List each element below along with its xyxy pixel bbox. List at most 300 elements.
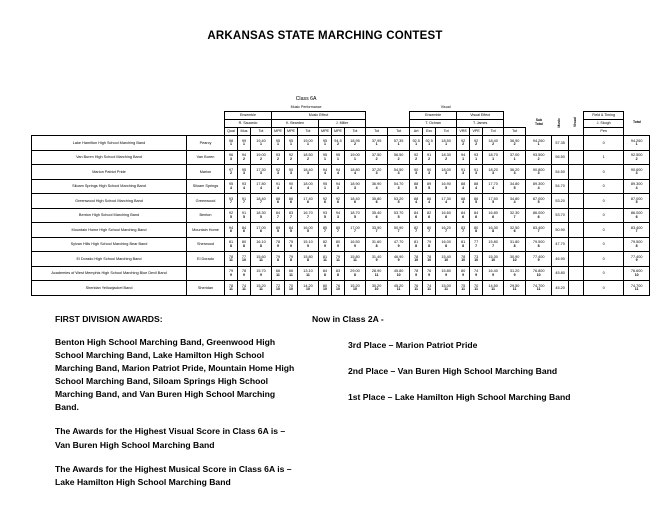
score-rank: 5 xyxy=(428,185,431,190)
score-value: 91 xyxy=(275,182,281,187)
score-rank: 2 xyxy=(492,142,495,147)
score-value: 78 xyxy=(241,269,247,274)
score-rank: 4 xyxy=(428,200,431,205)
score-cell xyxy=(285,179,298,194)
score-rank: 3 xyxy=(230,156,232,161)
score-rank: 7 xyxy=(375,229,378,234)
col-v-ens-tot: Tot xyxy=(436,128,457,136)
score-value: 76 xyxy=(335,283,341,288)
score-cell xyxy=(388,223,410,238)
score-value: 84 xyxy=(474,211,479,216)
score-cell xyxy=(225,179,238,194)
score-rank: 8 xyxy=(375,243,378,248)
score-rank: 3 xyxy=(337,185,339,190)
score-rank: 9 xyxy=(230,272,232,277)
score-cell xyxy=(436,179,457,194)
table-row xyxy=(32,252,650,267)
score-cell xyxy=(410,281,423,296)
score-rank: 9 xyxy=(397,258,400,263)
score-rank: 11 xyxy=(276,272,280,277)
score-cell xyxy=(366,208,388,223)
score-value: 31.60 xyxy=(371,240,382,245)
subgroup-visual-effect: Visual Effect xyxy=(457,112,504,120)
score-rank: 7 xyxy=(337,229,339,234)
score-rank: 5 xyxy=(635,200,638,205)
score-value: 16.80 xyxy=(488,211,498,216)
score-value: 74.700 xyxy=(532,283,545,288)
score-value: 83 xyxy=(335,269,341,274)
score-cell xyxy=(298,165,319,180)
score-rank: 8 xyxy=(354,272,356,277)
score-cell xyxy=(345,150,366,165)
score-value: 37.95 xyxy=(371,138,382,143)
score-value: 54.70 xyxy=(555,184,565,189)
score-cell xyxy=(483,281,504,296)
score-rank: 8 xyxy=(290,258,292,263)
score-value: 14.50 xyxy=(488,283,498,288)
score-rank: 3 xyxy=(397,171,400,176)
score-rank: 7 xyxy=(324,229,326,234)
score-cell xyxy=(504,223,526,238)
table-row xyxy=(32,266,650,281)
score-value: 18.50 xyxy=(303,153,313,158)
score-cell xyxy=(285,165,298,180)
score-value: 93 xyxy=(241,182,247,187)
score-cell xyxy=(272,237,285,252)
score-value: 17.50 xyxy=(488,196,498,201)
table-row xyxy=(32,223,650,238)
band-city-cell: El Dorado xyxy=(187,252,225,267)
class-title-row xyxy=(32,96,650,104)
col-head-music: Music xyxy=(557,117,562,128)
score-value: 90.600 xyxy=(630,167,643,172)
score-value: 98 xyxy=(228,138,234,143)
spacer-cell xyxy=(388,112,410,120)
place-2nd: 2nd Place – Van Buren High School Marching Band xyxy=(348,365,558,376)
table-row xyxy=(32,237,650,252)
score-cell xyxy=(470,281,483,296)
score-value: 53.70 xyxy=(393,211,404,216)
score-value: 93 xyxy=(228,196,234,201)
score-value: 18.40 xyxy=(256,196,266,201)
band-city-cell: Van Buren xyxy=(187,150,225,165)
score-rank: 10 xyxy=(414,258,419,263)
score-value: 45.80 xyxy=(555,271,565,276)
score-value: 78 xyxy=(275,240,281,245)
score-rank: 7 xyxy=(475,243,478,248)
score-cell xyxy=(584,179,624,194)
score-value: 18.40 xyxy=(303,167,313,172)
score-value: 89 xyxy=(275,225,281,230)
score-rank: 11 xyxy=(289,272,293,277)
score-rank: 6 xyxy=(307,200,309,205)
score-cell xyxy=(504,237,526,252)
score-value: 82 xyxy=(322,240,328,245)
score-rank: 3 xyxy=(277,171,279,176)
score-value: 95 xyxy=(275,138,281,143)
score-cell xyxy=(624,237,650,252)
score-value: 75 xyxy=(461,283,466,288)
score-rank: 3 xyxy=(397,185,400,190)
score-rank: 11 xyxy=(396,287,401,292)
score-value: 73 xyxy=(474,254,479,259)
score-cell xyxy=(526,165,552,180)
score-rank: 3 xyxy=(635,171,638,176)
score-rank: 6 xyxy=(290,200,292,205)
score-value: 82 xyxy=(414,225,419,230)
score-value: 50.90 xyxy=(555,227,565,232)
score-rank: 1 xyxy=(462,156,465,161)
score-rank: 8 xyxy=(307,258,309,263)
score-rank: 7 xyxy=(428,229,431,234)
score-cell xyxy=(436,194,457,209)
score-cell xyxy=(410,136,423,151)
score-rank: 4 xyxy=(415,200,418,205)
col-head-band xyxy=(32,112,187,136)
results-table-container xyxy=(31,96,643,296)
score-value: 36.90 xyxy=(371,182,382,187)
score-cell xyxy=(457,237,470,252)
score-value: 29.00 xyxy=(350,269,360,274)
score-rank: 9 xyxy=(445,272,448,277)
score-value: 15.80 xyxy=(303,254,313,259)
score-value: 95 xyxy=(322,182,328,187)
score-value: 35.80 xyxy=(371,196,382,201)
score-value: 37.00 xyxy=(509,153,520,158)
score-cell xyxy=(298,281,319,296)
score-value: 92 xyxy=(322,196,328,201)
spacer-cell xyxy=(187,96,225,104)
score-cell xyxy=(251,150,272,165)
class-label: Class 6A xyxy=(295,96,317,103)
score-rank: 3 xyxy=(492,171,495,176)
score-value: 87.000 xyxy=(630,196,643,201)
score-cell xyxy=(457,165,470,180)
score-cell xyxy=(423,252,436,267)
score-cell xyxy=(624,136,650,151)
score-rank: 8 xyxy=(445,243,448,248)
score-cell xyxy=(552,252,569,267)
score-value: 18.40 xyxy=(350,196,360,201)
score-rank: 2 xyxy=(635,156,638,161)
score-value: 90 xyxy=(427,167,432,172)
score-value: 18.80 xyxy=(350,167,360,172)
score-value: 83 xyxy=(288,211,294,216)
score-value: 89 xyxy=(427,182,432,187)
score-cell xyxy=(251,223,272,238)
score-rank: 2 xyxy=(290,156,292,161)
score-rank: 5 xyxy=(230,214,232,219)
score-value: 77 xyxy=(241,254,247,259)
score-cell xyxy=(423,150,436,165)
spacer-cell xyxy=(388,96,650,104)
col-head-subtotal: Sub Total xyxy=(534,118,543,127)
score-value: 46.90 xyxy=(393,254,404,259)
first-division-list: Benton High School Marching Band, Greenwood High School Marching Band, Lake Hamilton High School Marching Band, Marion Patriot Pride, Mountain Home High School Marching Band, Siloam Springs High School Marching Band, and Van Buren High School Marching Band. xyxy=(55,337,295,413)
score-value: 31.80 xyxy=(509,240,520,245)
score-value: 37.20 xyxy=(371,167,382,172)
score-value: 76 xyxy=(414,283,419,288)
score-cell xyxy=(366,266,388,281)
score-cell xyxy=(332,179,345,194)
score-rank: 1 xyxy=(635,142,638,147)
score-value: 91 xyxy=(427,153,432,158)
score-cell xyxy=(504,150,526,165)
score-cell xyxy=(470,136,483,151)
score-rank: 9 xyxy=(492,272,495,277)
score-cell xyxy=(285,281,298,296)
score-value: 0 xyxy=(602,256,605,261)
score-cell xyxy=(388,252,410,267)
score-cell xyxy=(366,252,388,267)
score-value: 83 xyxy=(461,225,466,230)
score-value: 84 xyxy=(414,211,419,216)
score-rank: 6 xyxy=(324,200,326,205)
score-cell xyxy=(388,150,410,165)
score-value: 50.90 xyxy=(393,225,404,230)
spacer-cell xyxy=(504,120,526,128)
score-cell xyxy=(238,281,251,296)
score-value: 15.20 xyxy=(256,283,266,288)
score-cell xyxy=(238,252,251,267)
score-rank: 11 xyxy=(242,287,246,292)
score-cell xyxy=(285,223,298,238)
score-cell xyxy=(470,194,483,209)
score-value: 94 xyxy=(322,167,328,172)
score-value: 0 xyxy=(602,271,605,276)
score-cell xyxy=(388,281,410,296)
score-cell xyxy=(298,252,319,267)
score-cell xyxy=(332,223,345,238)
score-rank: 6 xyxy=(277,200,279,205)
score-cell xyxy=(251,266,272,281)
spacer-cell xyxy=(504,112,526,120)
score-value: 18.90 xyxy=(350,182,360,187)
score-cell xyxy=(470,208,483,223)
score-cell xyxy=(332,136,345,151)
band-name-cell: Siloam Springs High School Marching Band xyxy=(32,179,187,194)
score-cell xyxy=(298,223,319,238)
score-rank: 10 xyxy=(276,287,280,292)
score-rank: 6 xyxy=(513,229,516,234)
score-cell xyxy=(423,136,436,151)
score-cell xyxy=(526,266,552,281)
score-cell xyxy=(483,194,504,209)
score-cell xyxy=(298,136,319,151)
score-cell xyxy=(319,223,332,238)
score-cell xyxy=(483,136,504,151)
score-rank: 7 xyxy=(513,214,516,219)
score-value: 84 xyxy=(275,211,281,216)
score-rank: 3 xyxy=(337,214,339,219)
score-rank: 10 xyxy=(427,258,432,263)
score-rank: 9 xyxy=(415,272,418,277)
band-city-cell xyxy=(187,266,225,281)
score-value: 94.5 xyxy=(334,138,342,143)
score-value: 95 xyxy=(241,167,247,172)
score-value: 92 xyxy=(414,153,419,158)
score-cell xyxy=(345,281,366,296)
score-cell xyxy=(423,237,436,252)
score-rank: 8 xyxy=(513,243,516,248)
score-cell xyxy=(436,165,457,180)
score-rank: 10 xyxy=(461,258,466,263)
score-cell xyxy=(504,136,526,151)
score-value: 18.00 xyxy=(441,167,451,172)
score-value: 17.00 xyxy=(350,225,360,230)
score-rank: 1 xyxy=(324,185,326,190)
score-cell xyxy=(569,208,584,223)
score-value: 92 xyxy=(275,167,281,172)
score-rank: 8 xyxy=(337,272,339,277)
score-value: 93.500 xyxy=(532,153,545,158)
score-cell xyxy=(526,281,552,296)
score-rank: 1 xyxy=(230,142,232,147)
band-city-cell: Benton xyxy=(187,208,225,223)
score-rank: 9 xyxy=(397,243,400,248)
score-value: 95 xyxy=(322,153,328,158)
place-1st: 1st Place – Lake Hamilton High School Marching Band xyxy=(348,391,571,402)
score-cell xyxy=(457,194,470,209)
score-value: 89.300 xyxy=(532,182,545,187)
score-rank: 11 xyxy=(353,258,357,263)
score-rank: 2 xyxy=(428,156,431,161)
score-rank: 8 xyxy=(260,243,262,248)
score-value: 18.95 xyxy=(350,138,360,143)
score-value: 83.400 xyxy=(532,225,545,230)
score-cell xyxy=(345,237,366,252)
score-value: 79 xyxy=(288,254,294,259)
score-cell xyxy=(225,165,238,180)
score-cell xyxy=(457,179,470,194)
score-rank: 11 xyxy=(461,287,465,292)
score-value: 54.50 xyxy=(393,167,404,172)
score-rank: 6 xyxy=(243,229,245,234)
score-rank: 11 xyxy=(259,258,263,263)
score-cell xyxy=(584,150,624,165)
col-pen: Pen xyxy=(584,128,624,136)
score-rank: 6 xyxy=(230,229,232,234)
score-cell xyxy=(584,136,624,151)
score-rank: 8 xyxy=(277,258,279,263)
score-cell xyxy=(584,194,624,209)
score-value: 72 xyxy=(275,283,281,288)
score-value: 74 xyxy=(241,283,247,288)
score-rank: 10 xyxy=(512,258,517,263)
col-vpe: VPE xyxy=(470,128,483,136)
score-cell xyxy=(272,150,285,165)
score-value: 54.70 xyxy=(393,182,404,187)
score-value: 32.50 xyxy=(509,225,520,230)
band-name-cell: El Dorado High School Marching Band xyxy=(32,252,187,267)
score-rank: 5 xyxy=(537,200,540,205)
score-rank: 5 xyxy=(324,214,326,219)
score-cell xyxy=(251,194,272,209)
score-value: 92 xyxy=(474,138,479,143)
score-cell xyxy=(238,208,251,223)
score-cell xyxy=(410,223,423,238)
score-rank: 4 xyxy=(462,185,465,190)
score-rank: 2 xyxy=(277,156,279,161)
score-cell xyxy=(345,136,366,151)
col-mus: Mus xyxy=(238,128,251,136)
score-rank: 1 xyxy=(492,156,495,161)
score-value: 94 xyxy=(335,211,341,216)
score-rank: 5 xyxy=(307,229,309,234)
score-value: 0 xyxy=(602,227,605,232)
score-rank: 10 xyxy=(353,287,357,292)
score-value: 95 xyxy=(335,153,341,158)
score-cell xyxy=(436,136,457,151)
score-cell xyxy=(470,223,483,238)
score-rank: 7 xyxy=(492,243,495,248)
score-value: 92 xyxy=(228,211,234,216)
score-rank: 1 xyxy=(277,142,279,147)
score-value: 78 xyxy=(228,254,234,259)
score-value: 17.80 xyxy=(256,182,266,187)
score-value: 32.30 xyxy=(509,211,520,216)
score-cell xyxy=(319,208,332,223)
score-rank: 8 xyxy=(243,243,245,248)
score-value: 86 xyxy=(474,196,479,201)
score-cell xyxy=(225,252,238,267)
score-rank: 10 xyxy=(242,258,246,263)
score-value: 16.90 xyxy=(441,182,451,187)
score-rank: 10 xyxy=(634,272,639,277)
score-value: 77.400 xyxy=(630,254,643,259)
col-me1-mpe-a: MPE xyxy=(272,128,285,136)
score-value: 54.50 xyxy=(555,169,565,174)
score-rank: 5 xyxy=(492,200,495,205)
now-in-class-label: Now in Class 2A - xyxy=(312,314,384,324)
score-rank: 6 xyxy=(260,229,262,234)
score-rank: 9 xyxy=(354,243,356,248)
score-rank: 3 xyxy=(537,171,540,176)
score-cell xyxy=(470,266,483,281)
score-rank: 1 xyxy=(428,142,431,147)
score-cell xyxy=(569,223,584,238)
score-value: 81 xyxy=(414,240,419,245)
score-cell xyxy=(366,237,388,252)
score-rank: 9 xyxy=(462,272,465,277)
table-row xyxy=(32,194,650,209)
score-cell xyxy=(436,281,457,296)
score-rank: 2 xyxy=(445,156,448,161)
score-rank: 10 xyxy=(444,258,449,263)
score-cell xyxy=(569,150,584,165)
score-cell xyxy=(584,252,624,267)
score-cell xyxy=(388,179,410,194)
score-value: 57.35 xyxy=(393,138,404,143)
score-cell xyxy=(504,179,526,194)
score-value: 96 xyxy=(228,153,234,158)
score-rank: 1 xyxy=(415,142,418,147)
score-cell xyxy=(526,252,552,267)
score-cell xyxy=(238,165,251,180)
score-value: 76 xyxy=(427,269,432,274)
score-value: 56.50 xyxy=(393,153,404,158)
score-rank: 2 xyxy=(513,142,516,147)
score-rank: 4 xyxy=(475,185,478,190)
score-value: 34.80 xyxy=(509,182,520,187)
score-cell xyxy=(569,194,584,209)
score-rank: 1 xyxy=(260,142,262,147)
score-value: 84 xyxy=(322,269,328,274)
score-cell xyxy=(552,237,569,252)
score-cell xyxy=(298,179,319,194)
score-rank: 5 xyxy=(277,229,279,234)
score-value: 0 xyxy=(602,140,605,145)
